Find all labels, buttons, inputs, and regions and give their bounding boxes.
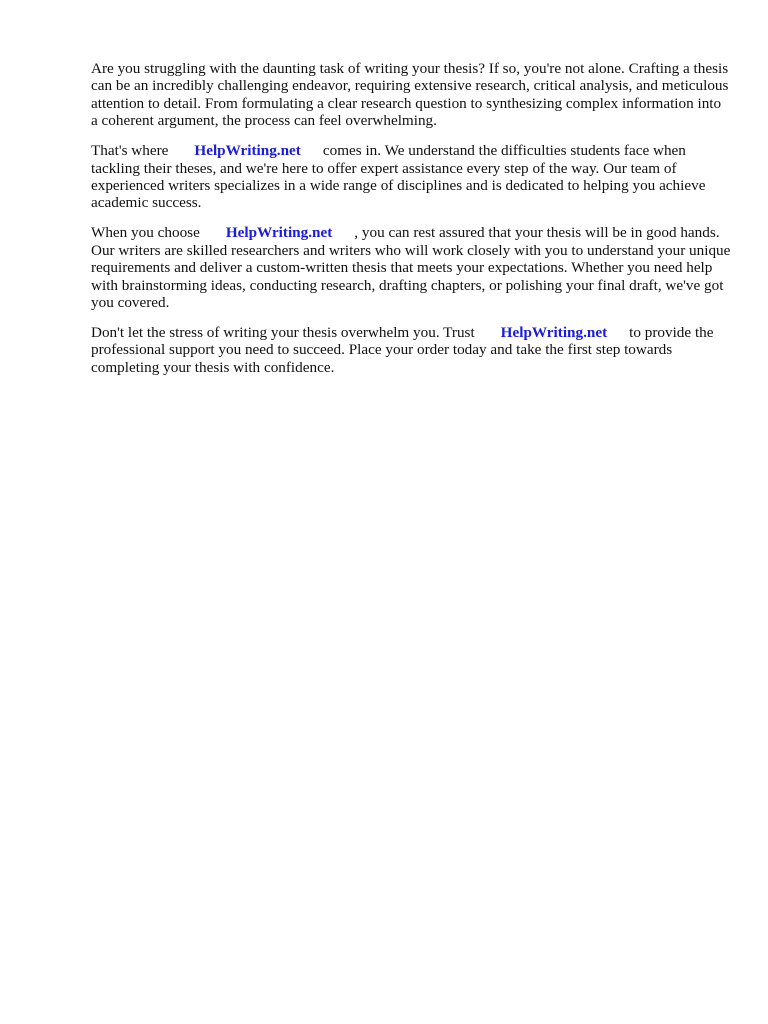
service-paragraph bbox=[91, 142, 731, 212]
helpwriting-link[interactable]: HelpWriting.net bbox=[194, 142, 301, 160]
paragraph-text-after-link: comes in. We understand the difficulties students face when tackling their theses, and we're here to offer expert assistance every step of the way. Our team of experienced writers specializes in a wide range of disciplines and is dedicated to helping you achieve academic success. bbox=[91, 142, 706, 212]
paragraph-text-after-link: to provide the professional support you need to succeed. Place your order today and take the first step towards completing your thesis with confidence. bbox=[91, 324, 714, 376]
benefits-paragraph bbox=[91, 224, 731, 311]
helpwriting-link[interactable]: HelpWriting.net bbox=[225, 224, 333, 242]
paragraph-text-before-link: Don't let the stress of writing your thesis overwhelm you. Trust bbox=[91, 324, 475, 342]
intro-paragraph: Are you struggling with the daunting task of writing your thesis? If so, you're not alone. Crafting a thesis can be an incredibly challenging endeavor, requiring extensive research, critical analysis, and meticulous attention to detail. From formulating a clear research question to synthesizing complex information into a coherent argument, the process can feel overwhelming. bbox=[91, 60, 729, 130]
closing-paragraph bbox=[91, 324, 731, 376]
paragraph-text-before-link: That's where bbox=[91, 142, 169, 160]
document-body bbox=[91, 60, 731, 389]
paragraph-text-after-link: , you can rest assured that your thesis will be in good hands. Our writers are skilled researchers and writers who will work closely with you to understand your unique requirements and deliver a custom-written thesis that meets your expectations. Whether you need help with brainstorming ideas, conducting research, drafting chapters, or polishing your final draft, we've got you covered. bbox=[91, 224, 731, 312]
paragraph-text-before-link: When you choose bbox=[91, 224, 200, 242]
helpwriting-link[interactable]: HelpWriting.net bbox=[500, 324, 608, 342]
